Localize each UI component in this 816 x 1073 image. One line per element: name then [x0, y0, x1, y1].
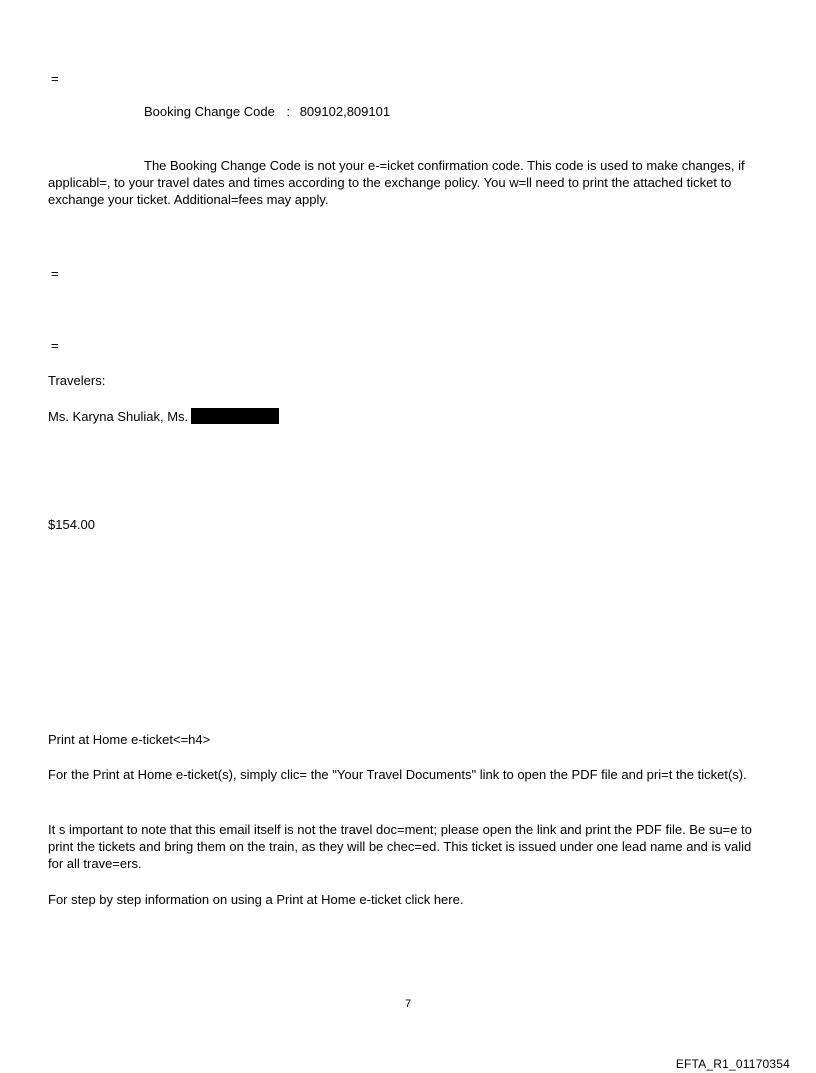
step-by-step-link-text: For step by step information on using a Print at Home e-ticket click here. — [48, 892, 464, 907]
print-at-home-heading: Print at Home e-ticket<=h4> — [48, 732, 211, 747]
bates-number: EFTA_R1_01170354 — [675, 1057, 790, 1071]
redaction-box — [191, 408, 279, 424]
equals-marker-1: = — [51, 71, 59, 86]
booking-change-code-separator: : — [286, 104, 291, 119]
page-number: 7 — [404, 998, 412, 1010]
booking-change-note — [48, 157, 776, 208]
travelers-label: Travelers: — [48, 373, 106, 388]
ticket-price: $154.00 — [48, 517, 95, 532]
booking-change-note-rest: applicabl=, to your travel dates and times according to the exchange policy. You w=ll need to print the attached ticket to exchange your ticket. Additional=fees may apply. — [48, 175, 732, 207]
print-instructions: For the Print at Home e-ticket(s), simply clic= the "Your Travel Documents" link to open the PDF file and pri=t the ticket(s). — [48, 767, 747, 782]
travelers-row — [48, 408, 279, 425]
booking-change-code-row — [144, 103, 390, 120]
booking-change-code-value: 809102,809101 — [299, 104, 391, 119]
equals-marker-2: = — [51, 266, 59, 281]
booking-change-note-line1: The Booking Change Code is not your e-=icket confirmation code. This code is used to make changes, if — [144, 158, 745, 173]
important-note: It s important to note that this email itself is not the travel doc=ment; please open the link and print the PDF file. Be su=e to print the tickets and bring them on the train, as they will be chec=ed. This ticket is issued under one lead name and is valid for all trave=ers. — [48, 822, 752, 871]
equals-marker-3: = — [51, 338, 59, 353]
travelers-names: Ms. Karyna Shuliak, Ms. — [48, 409, 189, 424]
booking-change-code-label: Booking Change Code — [144, 104, 275, 119]
